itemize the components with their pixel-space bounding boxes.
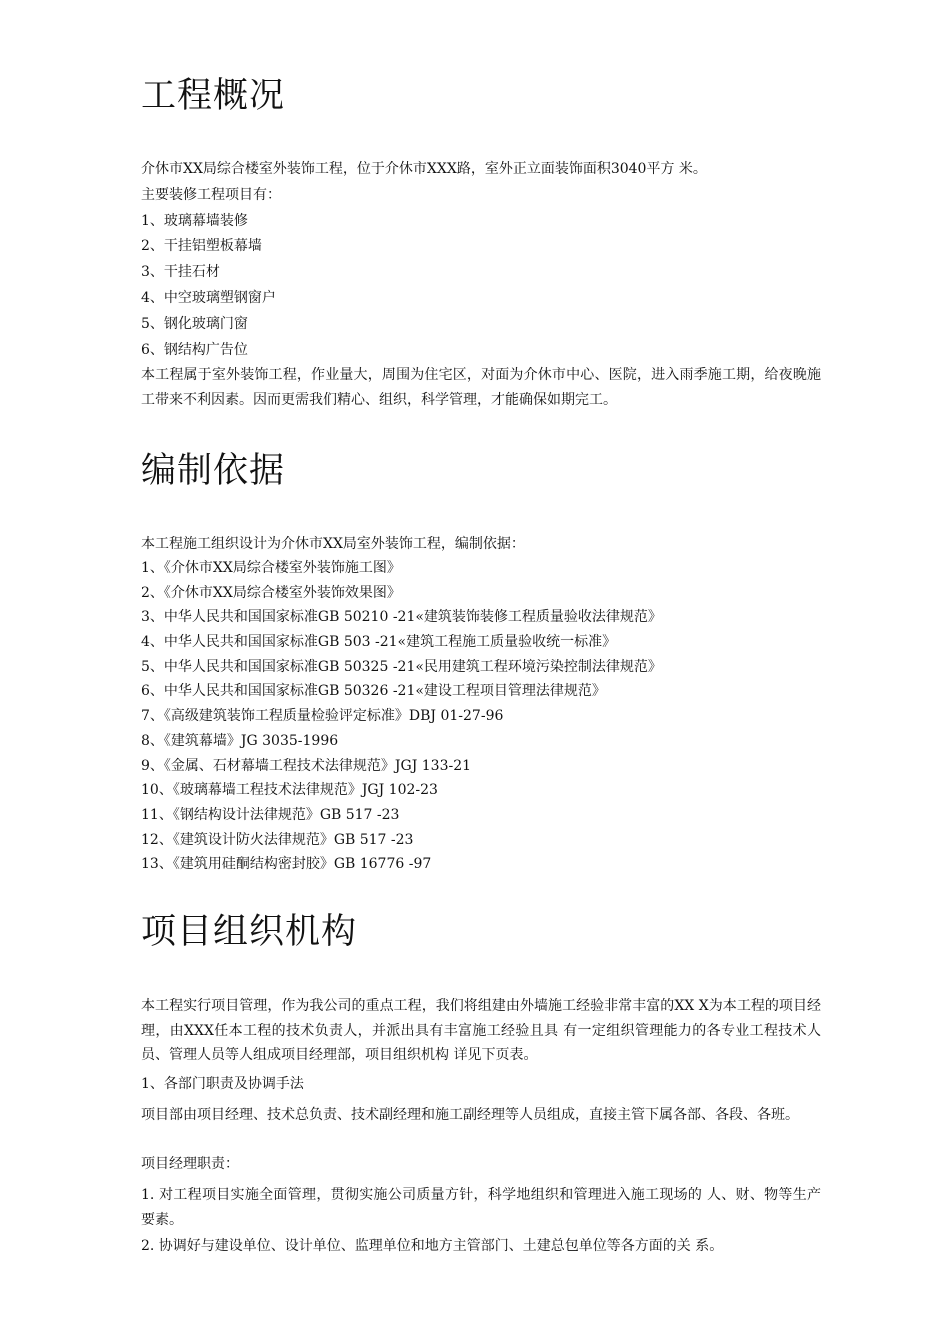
heading-basis: 编制依据 xyxy=(141,451,286,491)
list-item: 7、《高级建筑装饰工程质量检验评定标准》DBJ 01-27-96 xyxy=(141,708,504,724)
basis-intro: 本工程施工组织设计为介休市XX局室外装饰工程，编制依据： xyxy=(141,536,525,552)
list-item: 1. 对工程项目实施全面管理，贯彻实施公司质量方针，科学地组织和管理进入施工现场的 人、财、物等生产要素。 xyxy=(141,1187,821,1228)
sub-heading-responsibilities: 1、各部门职责及协调手法 xyxy=(141,1076,304,1092)
pm-duties-label: 项目经理职责： xyxy=(141,1156,239,1172)
heading-project-overview: 工程概况 xyxy=(141,76,286,116)
list-item: 5、中华人民共和国国家标准GB 50325 -21«民用建筑工程环境污染控制法律规范》 xyxy=(141,659,662,675)
list-item: 10、《玻璃幕墙工程技术法律规范》JGJ 102-23 xyxy=(141,782,438,798)
list-item: 13、《建筑用硅酮结构密封胶》GB 16776 -97 xyxy=(141,856,432,872)
list-item: 1、玻璃幕墙装修 xyxy=(141,213,248,229)
list-item: 1、《介休市XX局综合楼室外装饰施工图》 xyxy=(141,560,401,576)
organization-intro: 本工程实行项目管理，作为我公司的重点工程，我们将组建由外墙施工经验非常丰富的XX X为本工程的项目经理，由XXX任本工程的技术负责人，并派出具有丰富施工经验且具 有一定组织管理能力的各专业工程技术人员、管理人员等人组成项目经理部，项目组织机构 详见下页表。 xyxy=(141,998,821,1063)
list-item: 2、干挂铝塑板幕墙 xyxy=(141,238,262,254)
list-item: 6、钢结构广告位 xyxy=(141,342,248,358)
list-item: 8、《建筑幕墙》JG 3035-1996 xyxy=(141,733,339,749)
overview-intro: 介休市XX局综合楼室外装饰工程，位于介休市XXX路，室外正立面装饰面积3040平方 米。 xyxy=(141,161,707,177)
list-item: 4、中空玻璃塑钢窗户 xyxy=(141,290,276,306)
list-item: 2. 协调好与建设单位、设计单位、监理单位和地方主管部门、土建总包单位等各方面的关 系。 xyxy=(141,1238,724,1254)
list-item: 3、中华人民共和国国家标准GB 50210 -21«建筑装饰装修工程质量验收法律规范》 xyxy=(141,609,662,625)
list-item: 4、中华人民共和国国家标准GB 503 -21«建筑工程施工质量验收统一标准》 xyxy=(141,634,617,650)
list-item: 12、《建筑设计防火法律规范》GB 517 -23 xyxy=(141,832,414,848)
list-item: 6、中华人民共和国国家标准GB 50326 -21«建设工程项目管理法律规范》 xyxy=(141,683,606,699)
list-item: 11、《钢结构设计法律规范》GB 517 -23 xyxy=(141,807,400,823)
overview-note: 本工程属于室外装饰工程，作业量大，周围为住宅区，对面为介休市中心、医院，进入雨季施工期，给夜晚施工带来不利因素。因而更需我们精心、组织，科学管理，才能确保如期完工。 xyxy=(141,367,821,408)
items-label: 主要装修工程项目有： xyxy=(141,187,281,203)
heading-project-organization: 项目组织机构 xyxy=(141,912,358,952)
list-item: 2、《介休市XX局综合楼室外装饰效果图》 xyxy=(141,585,401,601)
list-item: 9、《金属、石材幕墙工程技术法律规范》JGJ 133-21 xyxy=(141,758,472,774)
department-text: 项目部由项目经理、技术总负责、技术副经理和施工副经理等人员组成，直接主管下属各部、各段、各班。 xyxy=(141,1107,799,1123)
list-item: 5、钢化玻璃门窗 xyxy=(141,316,248,332)
list-item: 3、干挂石材 xyxy=(141,264,220,280)
